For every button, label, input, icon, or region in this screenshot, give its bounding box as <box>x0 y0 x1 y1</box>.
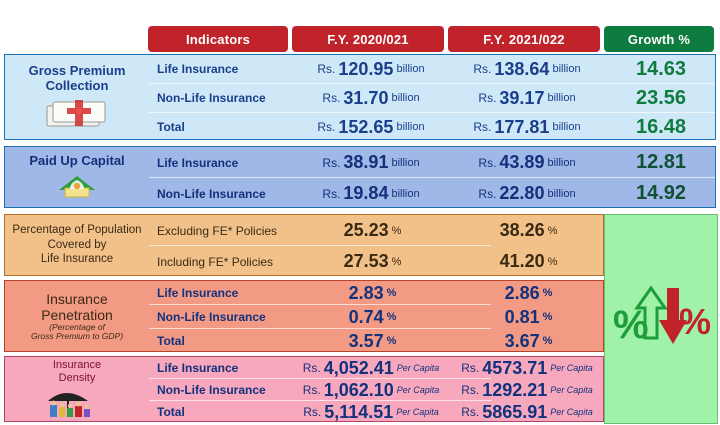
table-row <box>5 281 605 305</box>
section-population-covered <box>4 214 604 276</box>
column-header-fy-2020-021: F.Y. 2020/021 <box>292 26 444 52</box>
population-excluding-fy1 <box>293 215 449 246</box>
svg-text:%: % <box>613 303 649 347</box>
section-gross-premium-collection <box>4 54 716 140</box>
currency-prefix: Rs. <box>461 383 480 397</box>
column-header-fy-2021-022: F.Y. 2021/022 <box>448 26 600 52</box>
unit: % <box>547 224 558 237</box>
row-label-total: Total <box>157 334 185 348</box>
row-label-non-life-insurance: Non-Life Insurance <box>157 186 266 201</box>
density-total-fy2 <box>449 401 605 423</box>
density-total-fy1 <box>293 401 449 423</box>
value: 120.95 <box>338 58 394 79</box>
value: 5,114.51 <box>324 401 394 422</box>
growth-illustration-block <box>604 214 718 424</box>
currency-prefix: Rs. <box>478 91 497 105</box>
density-life-fy2 <box>449 357 605 379</box>
population-excluding-fy2 <box>449 215 605 246</box>
penetration-life-fy2 <box>449 281 605 305</box>
unit: % <box>386 335 397 347</box>
value: 1,062.10 <box>323 379 394 400</box>
row-label-including-fe-policies: Including FE* Policies <box>157 254 274 269</box>
unit: % <box>386 311 397 323</box>
currency-prefix: Rs. <box>303 405 322 419</box>
row-label-total: Total <box>157 120 185 134</box>
unit: billion <box>547 92 576 104</box>
gross-premium-nonlife-fy2 <box>449 84 605 112</box>
penetration-title-line2: Penetration <box>41 306 113 323</box>
population-title-line3: Life Insurance <box>40 253 114 266</box>
currency-prefix: Rs. <box>478 186 497 201</box>
table-row <box>5 379 605 401</box>
paid-up-life-growth: 12.81 <box>635 151 687 173</box>
unit: billion <box>391 156 420 169</box>
paid-up-capital-title: Paid Up Capital <box>29 152 125 168</box>
row-label-non-life-insurance: Non-Life Insurance <box>157 383 266 397</box>
population-title-line1: Percentage of Population <box>12 224 142 237</box>
unit: Per Capita <box>396 385 440 395</box>
value: 22.80 <box>499 183 545 203</box>
gross-premium-total-fy2 <box>449 113 605 141</box>
unit: % <box>391 255 402 268</box>
currency-prefix: Rs. <box>473 120 492 134</box>
percent-arrows-icon <box>609 274 713 364</box>
density-nonlife-fy1 <box>293 379 449 401</box>
unit: % <box>542 287 553 299</box>
row-label-total: Total <box>157 405 185 419</box>
gross-premium-life-fy2 <box>449 55 605 83</box>
unit: billion <box>391 187 420 200</box>
penetration-nonlife-fy1 <box>293 305 449 329</box>
value: 0.74 <box>348 306 384 327</box>
density-title-line1: Insurance <box>52 358 102 371</box>
table-row <box>5 147 717 178</box>
unit: % <box>386 287 397 299</box>
currency-prefix: Rs. <box>461 361 480 375</box>
gross-premium-nonlife-growth: 23.56 <box>635 86 687 109</box>
row-label-life-insurance: Life Insurance <box>157 286 239 300</box>
gross-premium-total-fy1 <box>293 113 449 141</box>
value: 3.67 <box>504 330 540 351</box>
value: 43.89 <box>499 152 545 172</box>
currency-prefix: Rs. <box>473 62 492 76</box>
density-nonlife-fy2 <box>449 379 605 401</box>
currency-prefix: Rs. <box>302 383 321 397</box>
unit: % <box>542 335 553 347</box>
paid-up-nonlife-growth: 14.92 <box>635 182 687 204</box>
table-row <box>5 329 605 353</box>
row-label-excluding-fe-policies: Excluding FE* Policies <box>157 223 278 238</box>
value: 41.20 <box>499 251 545 271</box>
value: 4,052.41 <box>323 357 394 378</box>
value: 4573.71 <box>482 357 548 378</box>
currency-prefix: Rs. <box>478 155 497 170</box>
currency-prefix: Rs. <box>322 155 341 170</box>
penetration-note-line2: Gross Premium to GDP) <box>30 331 124 342</box>
currency-prefix: Rs. <box>302 361 321 375</box>
gross-premium-nonlife-fy1 <box>293 84 449 112</box>
penetration-note-line1: (Percentage of <box>49 321 105 332</box>
value: 2.83 <box>348 282 384 303</box>
paid-up-nonlife-fy2 <box>449 178 605 209</box>
column-header-growth: Growth % <box>604 26 714 52</box>
row-label-life-insurance: Life Insurance <box>157 155 239 170</box>
table-row <box>5 178 717 209</box>
value: 38.91 <box>343 152 389 172</box>
currency-prefix: Rs. <box>322 186 341 201</box>
penetration-nonlife-fy2 <box>449 305 605 329</box>
value: 31.70 <box>343 87 389 108</box>
table-row <box>5 84 717 112</box>
table-row <box>5 401 605 423</box>
table-row <box>5 246 605 277</box>
unit: billion <box>396 121 425 133</box>
table-header-row <box>0 26 720 52</box>
unit: % <box>542 311 553 323</box>
unit: Per Capita <box>396 407 439 417</box>
population-including-fy1 <box>293 246 449 277</box>
value: 19.84 <box>343 183 389 203</box>
population-including-fy2 <box>449 246 605 277</box>
penetration-title-line1: Insurance <box>46 290 108 307</box>
population-title-line2: Covered by <box>47 238 107 251</box>
value: 1292.21 <box>482 379 548 400</box>
unit: Per Capita <box>550 407 593 417</box>
column-header-indicators: Indicators <box>148 26 288 52</box>
unit: billion <box>396 63 425 75</box>
section-paid-up-capital <box>4 146 716 208</box>
unit: Per Capita <box>550 363 593 373</box>
unit: Per Capita <box>550 385 593 395</box>
density-life-fy1 <box>293 357 449 379</box>
value: 25.23 <box>343 220 389 240</box>
penetration-total-fy1 <box>293 329 449 353</box>
currency-prefix: Rs. <box>317 120 336 134</box>
table-row <box>5 305 605 329</box>
value: 38.26 <box>499 220 545 240</box>
currency-prefix: Rs. <box>317 62 336 76</box>
unit: billion <box>547 156 576 169</box>
value: 138.64 <box>494 58 550 79</box>
gross-premium-title-line2: Collection <box>45 78 109 93</box>
value: 39.17 <box>499 87 545 108</box>
unit: Per Capita <box>396 363 440 373</box>
gross-premium-total-growth: 16.48 <box>635 115 687 138</box>
table-row <box>5 215 605 246</box>
value: 152.65 <box>338 116 394 137</box>
unit: billion <box>552 63 581 75</box>
table-row <box>5 357 605 379</box>
currency-prefix: Rs. <box>461 405 480 419</box>
table-row <box>5 55 717 83</box>
section-insurance-penetration <box>4 280 604 352</box>
penetration-total-fy2 <box>449 329 605 353</box>
unit: billion <box>552 121 581 133</box>
density-title-line2: Density <box>58 371 96 384</box>
value: 2.86 <box>504 282 540 303</box>
unit: % <box>547 255 558 268</box>
gross-premium-title-line1: Gross Premium <box>28 63 126 79</box>
currency-prefix: Rs. <box>322 91 341 105</box>
value: 3.57 <box>348 330 384 351</box>
row-label-non-life-insurance: Non-Life Insurance <box>157 310 266 324</box>
value: 5865.91 <box>482 401 548 422</box>
unit: % <box>391 224 402 237</box>
svg-text:%: % <box>679 301 712 342</box>
row-label-non-life-insurance: Non-Life Insurance <box>157 91 266 105</box>
value: 177.81 <box>494 116 550 137</box>
row-label-life-insurance: Life Insurance <box>157 361 239 375</box>
paid-up-nonlife-fy1 <box>293 178 449 209</box>
gross-premium-life-fy1 <box>293 55 449 83</box>
value: 0.81 <box>504 306 540 327</box>
unit: billion <box>547 187 576 200</box>
penetration-life-fy1 <box>293 281 449 305</box>
paid-up-life-fy1 <box>293 147 449 178</box>
gross-premium-life-growth: 14.63 <box>635 57 687 80</box>
row-label-life-insurance: Life Insurance <box>157 62 239 76</box>
unit: billion <box>391 92 420 104</box>
paid-up-life-fy2 <box>449 147 605 178</box>
section-insurance-density <box>4 356 604 422</box>
table-row <box>5 113 717 141</box>
value: 27.53 <box>343 251 389 271</box>
